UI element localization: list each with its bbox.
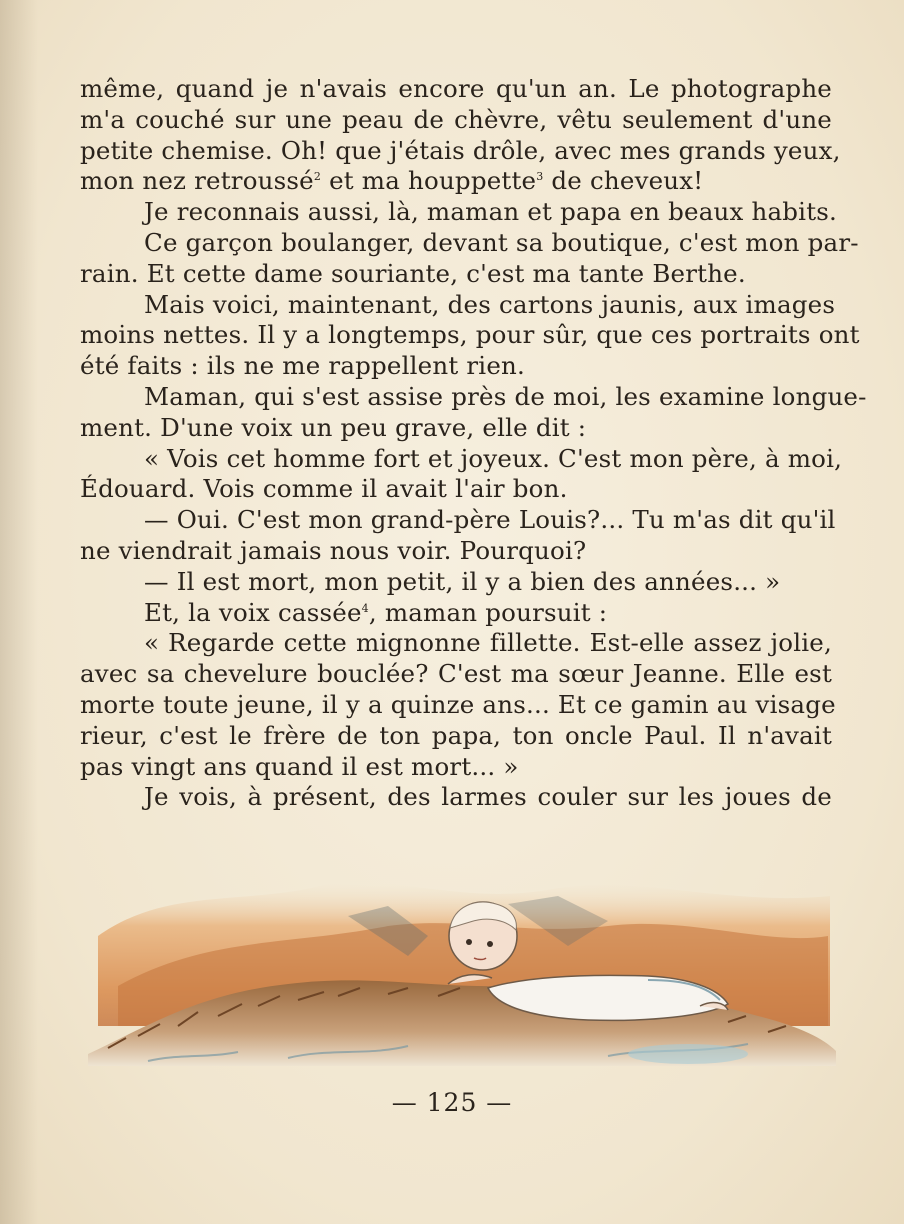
text-line: rain. Et cette dame souriante, c'est ma tante Berthe. [80,258,746,288]
text-line: ment. D'une voix un peu grave, elle dit : [80,412,587,442]
footnote-marker: 2 [313,170,322,184]
page-number: — 125 — [391,1088,513,1117]
text-fragment: , maman poursuit : [368,597,608,627]
text-line: pas vingt ans quand il est mort... » [80,751,519,781]
text-line: avec sa chevelure bouclée? C'est ma sœur Jeanne. Elle est [80,659,832,689]
text-line: Je reconnais aussi, là, maman et papa en beaux habits. [144,197,838,227]
body-text [80,74,867,813]
text-line: rieur, c'est le frère de ton papa, ton oncle Paul. Il n'avait [80,720,832,750]
text-line: Mais voici, maintenant, des cartons jaunis, aux images [144,289,836,319]
text-fragment: Et, la voix cassée [144,597,362,627]
text-line: morte toute jeune, il y a quinze ans... Et ce gamin au visage [80,689,836,719]
text-line: m'a couché sur une peau de chèvre, vêtu seulement d'une [80,104,832,134]
text-line-with-footnote [80,598,832,629]
text-line: Ce garçon boulanger, devant sa boutique, c'est mon par- [144,227,859,257]
text-fragment: mon nez retroussé [80,166,314,196]
footnote-marker: 3 [536,170,544,184]
text-line: « Vois cet homme fort et joyeux. C'est mon père, à moi, [144,443,843,473]
text-line: — Il est mort, mon petit, il y a bien des années... » [144,566,781,596]
text-line: petite chemise. Oh! que j'étais drôle, avec mes grands yeux, [80,135,841,165]
text-line: moins nettes. Il y a longtemps, pour sûr, que ces portraits ont [80,320,860,350]
text-line-with-footnotes [80,166,832,197]
text-line: « Regarde cette mignonne fillette. Est-elle assez jolie, [144,628,832,658]
text-fragment: de cheveux! [543,166,704,196]
text-line: même, quand je n'avais encore qu'un an. Le photographe [80,74,832,103]
text-line: ne viendrait jamais nous voir. Pourquoi? [80,535,587,565]
text-fragment: et ma houppette [321,166,537,196]
text-line: Édouard. Vois comme il avait l'air bon. [80,474,568,504]
text-line: Maman, qui s'est assise près de moi, les examine longue- [144,381,867,411]
baby-on-goatskin-illustration [88,876,836,1072]
binding-shadow [0,0,38,1224]
text-line: — Oui. C'est mon grand-père Louis?... Tu m'as dit qu'il [144,505,836,535]
text-line: Je vois, à présent, des larmes couler sur les joues de [144,782,832,812]
footnote-marker: 4 [361,601,369,615]
text-line: été faits : ils ne me rappellent rien. [80,351,525,381]
